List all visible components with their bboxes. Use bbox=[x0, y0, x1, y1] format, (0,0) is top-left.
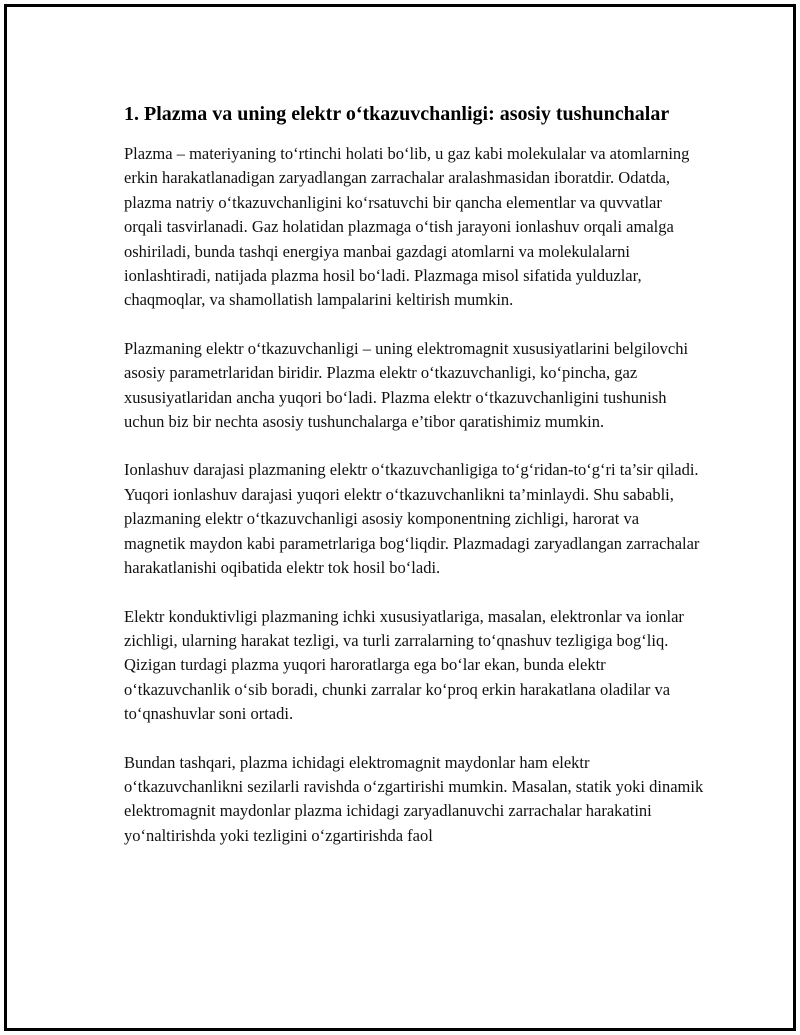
paragraph-4: Elektr konduktivligi plazmaning ichki xususiyatlariga, masalan, elektronlar va ionlar zichligi, ularning harakat tezligi, va turli zarralarning toʻqnashuv tezligiga bogʻliq. Qizigan turdagi plazma yuqori haroratlarga ega boʻlar ekan, bunda elektr oʻtkazuvchanlik oʻsib boradi, chunki zarralar koʻproq erkin harakatlana oladilar va toʻqnashuvlar soni ortadi. bbox=[124, 606, 684, 724]
page-frame bbox=[4, 4, 796, 1031]
paragraph-2: Plazmaning elektr oʻtkazuvchanligi – uning elektromagnit xususiyatlarini belgilovchi asosiy parametrlaridan biridir. Plazma elektr oʻtkazuvchanligi, koʻpincha, gaz xususiyatlaridan ancha yuqori boʻladi. Plazma elektr oʻtkazuvchanligini tushunish uchun biz bir nechta asosiy tushunchalarga e’tibor qaratishimiz mumkin. bbox=[124, 338, 689, 432]
document-body bbox=[124, 100, 704, 872]
paragraph-3: Ionlashuv darajasi plazmaning elektr oʻtkazuvchanligiga toʻgʻridan-toʻgʻri ta’sir qiladi. Yuqori ionlashuv darajasi yuqori elektr oʻtkazuvchanlikni ta’minlaydi. Shu sababli, plazmaning elektr oʻtkazuvchanligi asosiy komponentning zichligi, harorat va magnetik maydon kabi parametrlariga bogʻliqdir. Plazmadagi zaryadlangan zarrachalar harakatlanishi oqibatida elektr tok hosil boʻladi. bbox=[124, 460, 700, 578]
paragraph-1: Plazma – materiyaning toʻrtinchi holati boʻlib, u gaz kabi molekulalar va atomlarning erkin harakatlanadigan zaryadlangan zarrachalar aralashmasidan iboratdir. Odatda, plazma natriy oʻtkazuvchanligini koʻrsatuvchi bir qancha elementlar va quvvatlar orqali tasvirlanadi. Gaz holatidan plazmaga oʻtish jarayoni ionlashuv orqali amalga oshiriladi, bunda tashqi energiya manbai gazdagi atomlarni va molekulalarni ionlashtiradi, natijada plazma hosil boʻladi. Plazmaga misol sifatida yulduzlar, chaqmoqlar, va shamollatish lampalarini keltirish mumkin. bbox=[124, 144, 690, 310]
section-heading: 1. Plazma va uning elektr oʻtkazuvchanligi: asosiy tushunchalar bbox=[124, 103, 670, 125]
paragraph-5: Bundan tashqari, plazma ichidagi elektromagnit maydonlar ham elektr oʻtkazuvchanlikni sezilarli ravishda oʻzgartirishi mumkin. Masalan, statik yoki dinamik elektromagnit maydonlar plazma ichidagi zaryadlanuvchi zarrachalar harakatini yoʻnaltirishda yoki tezligini oʻzgartirishda faol bbox=[124, 752, 704, 845]
